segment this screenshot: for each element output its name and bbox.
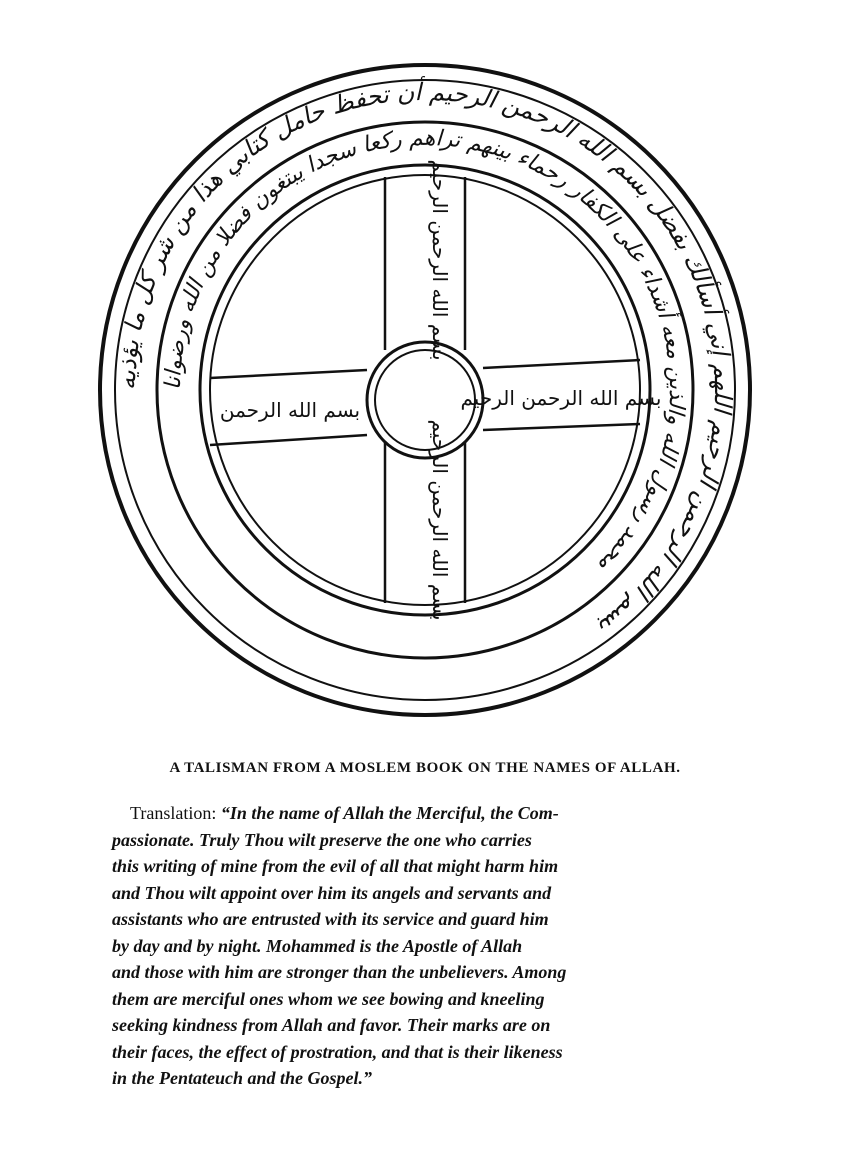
inner-ring-inscription: محمد رسول الله والذين معه أشداء على الكفار رحماء بينهم تراهم ركعا سجدا يبتغون فضلا من الله ورضوانا — [160, 125, 690, 578]
translation-line: them are merciful ones whom we see bowing and kneeling — [112, 988, 545, 1009]
translation-line: passionate. Truly Thou wilt preserve the one who carries — [112, 829, 532, 850]
translation-line: and Thou wilt appoint over him its angels and servants and — [112, 882, 552, 903]
translation-line: by day and by night. Mohammed is the Apostle of Allah — [112, 935, 523, 956]
spoke-right-inscription: بسم الله الرحمن الرحيم — [460, 386, 662, 410]
talisman-seal-figure — [95, 60, 755, 720]
translation-paragraph — [112, 800, 742, 1092]
outer-ring-inscription: بسم الله الرحمن الرحيم اللهم إني أسألك بفضل بسم الله الرحمن الرحيم أن تحفظ حامل كتابي هذا من شر كل ما يؤذيه — [112, 77, 738, 642]
figure-caption: A TALISMAN FROM A MOSLEM BOOK ON THE NAMES OF ALLAH. — [169, 760, 681, 776]
translation-line: seeking kindness from Allah and favor. Their marks are on — [112, 1015, 551, 1035]
translation-text: “In the name of Allah the Merciful, the Com- — [220, 803, 559, 823]
translation-label: Translation: — [130, 803, 221, 823]
translation-line: in the Pentateuch and the Gospel.” — [112, 1068, 373, 1088]
translation-line: and those with him are stronger than the unbelievers. Among — [112, 962, 567, 982]
spoke-bottom-inscription: بسم الله الرحمن الرحيم — [428, 419, 452, 621]
translation-line: this writing of mine from the evil of all that might harm him — [112, 856, 559, 876]
translation-line — [130, 800, 742, 827]
spoke-left-inscription: بسم الله الرحمن — [219, 398, 361, 422]
translation-line: assistants who are entrusted with its service and guard him — [112, 909, 549, 929]
spoke-top-inscription: بسم الله الرحمن الرحيم — [428, 159, 452, 361]
translation-line: their faces, the effect of prostration, and that is their likeness — [112, 1041, 563, 1062]
